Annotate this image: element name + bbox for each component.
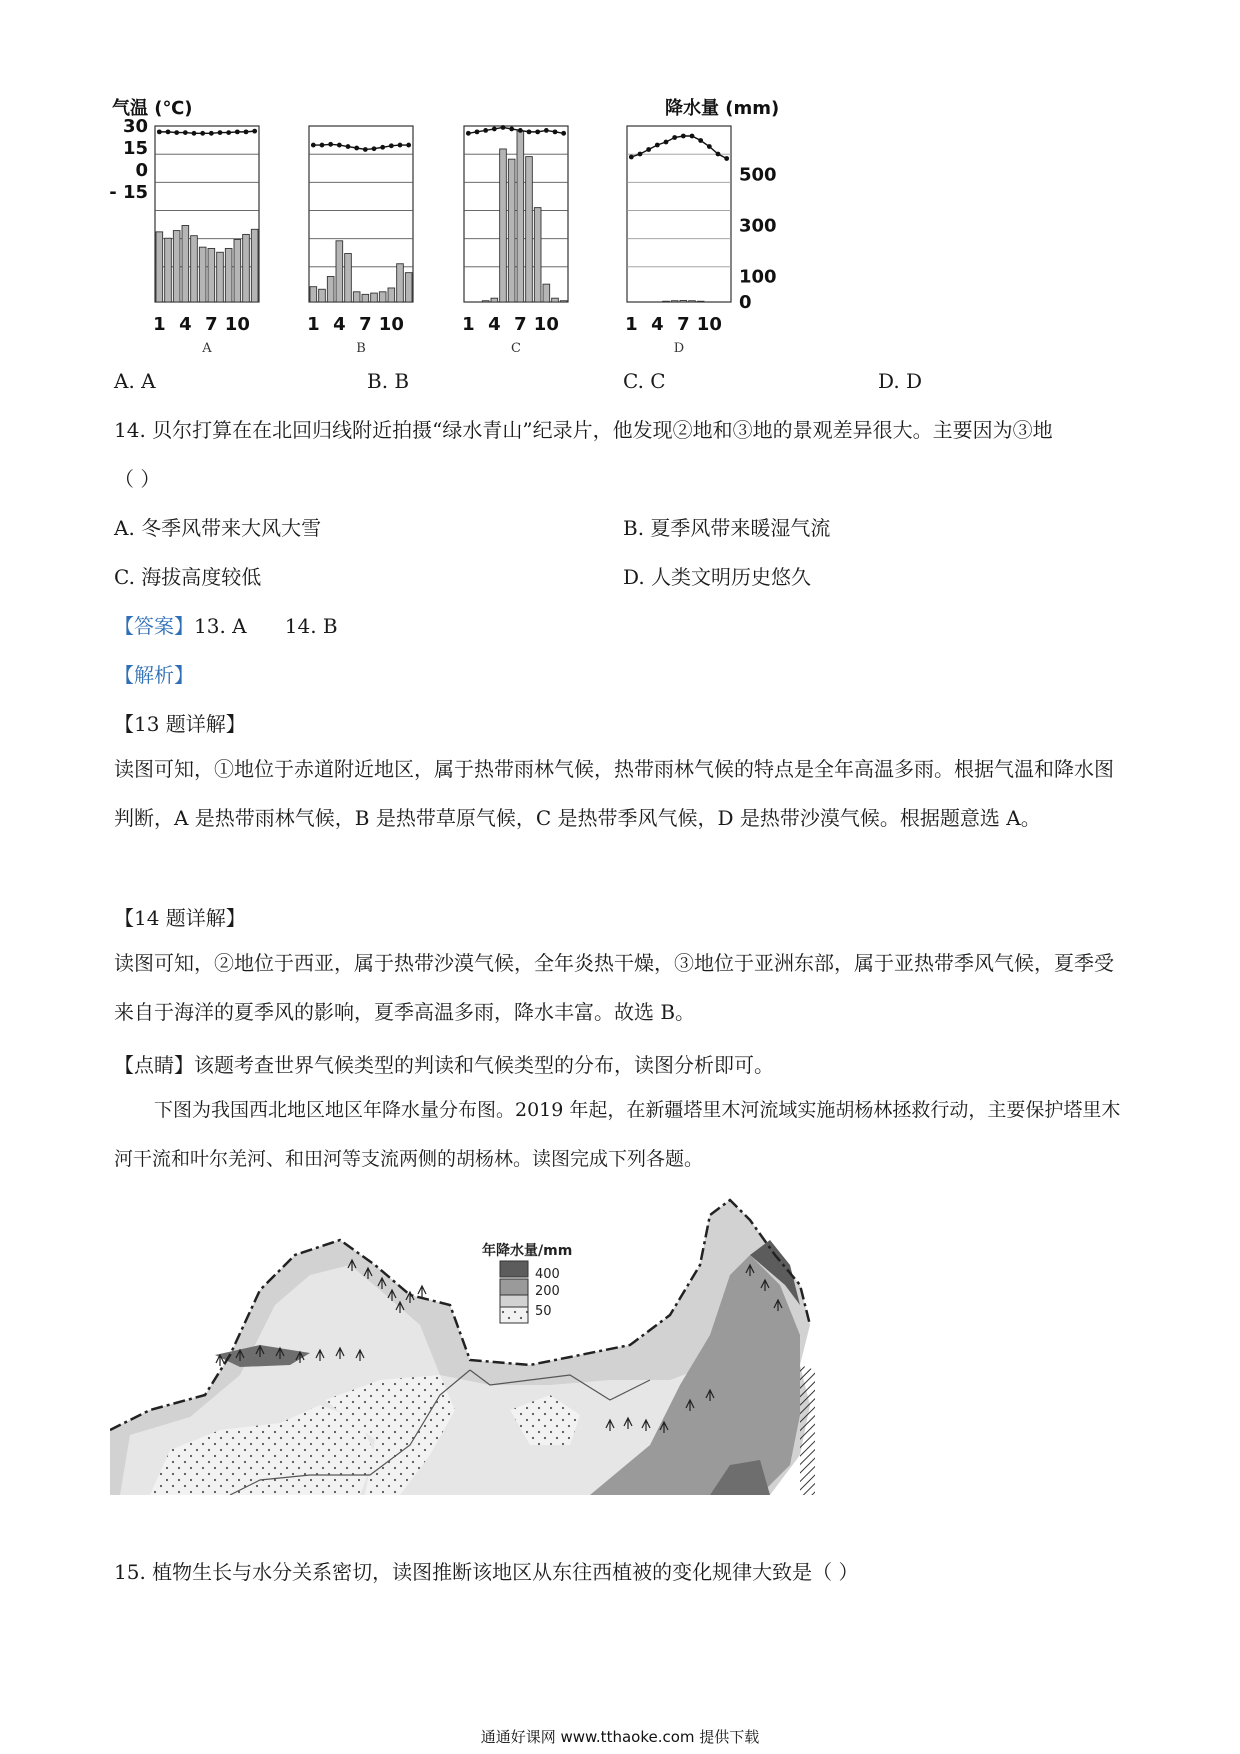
precipitation-map [110, 1195, 1010, 1495]
month-tick-label: 7 [677, 314, 690, 335]
month-tick-label: 1 [153, 314, 166, 335]
legend-label-200: 200 [535, 1284, 560, 1299]
legend-swatch-base [500, 1295, 528, 1307]
temp-tick-label: 0 [135, 160, 148, 181]
precipitation-bar [310, 287, 317, 302]
precipitation-bar [405, 273, 412, 302]
month-tick-label: 4 [333, 314, 346, 335]
precip-tick-label: 300 [739, 215, 777, 237]
q13-option-b[interactable]: B. B [367, 369, 410, 393]
precipitation-bar [173, 231, 180, 302]
temperature-ticks [109, 116, 148, 203]
climate-charts [0, 90, 1240, 360]
month-tick-label: 1 [625, 314, 638, 335]
precipitation-bar [336, 241, 343, 302]
temp-axis-title: 气温 (℃) [112, 98, 193, 119]
precipitation-ticks [739, 164, 777, 313]
chart-panel-c [462, 125, 568, 356]
panel-caption: D [673, 341, 685, 356]
precipitation-bar [319, 289, 326, 302]
precipitation-bar [243, 234, 250, 302]
answer-label: 【答案】 [114, 614, 194, 638]
legend-label-50: 50 [535, 1304, 552, 1319]
precipitation-bar [225, 248, 232, 302]
precipitation-bar [199, 247, 206, 302]
chart-panel-b [307, 126, 413, 356]
precipitation-bar [234, 240, 241, 302]
precipitation-bar [697, 301, 704, 302]
legend-swatch-400 [500, 1261, 528, 1277]
month-tick-label: 4 [179, 314, 192, 335]
q14-option-a[interactable]: A. 冬季风带来大风大雪 [114, 516, 322, 540]
precipitation-bar [491, 298, 498, 302]
q14-detail-heading: 【14 题详解】 [114, 906, 246, 930]
precipitation-bar [165, 238, 172, 302]
q14-detail-body: 读图可知，②地位于西亚，属于热带沙漠气候，全年炎热干燥，③地位于亚洲东部，属于亚热带季风气候，夏季受来自于海洋的夏季风的影响，夏季高温多雨，降水丰富。故选 B。 [114, 951, 1114, 1024]
temp-tick-label: - 15 [109, 182, 148, 203]
precip-tick-label: 500 [739, 164, 777, 186]
temp-tick-label: 15 [122, 138, 148, 159]
precipitation-bar [671, 301, 678, 302]
precip-tick-label: 100 [739, 266, 777, 288]
q13-detail-heading: 【13 题详解】 [114, 712, 246, 736]
precipitation-bar [397, 264, 404, 302]
month-tick-label: 4 [488, 314, 501, 335]
intro-paragraph: 下图为我国西北地区地区年降水量分布图。2019 年起，在新疆塔里木河流域实施胡杨林拯救行动，主要保护塔里木河干流和叶尔羌河、和田河等支流两侧的胡杨林。读图完成下列各题。 [114, 1099, 1121, 1170]
precipitation-bar [517, 131, 524, 302]
precipitation-bar [191, 236, 198, 302]
month-tick-label: 1 [307, 314, 320, 335]
chart-panel-d [625, 126, 731, 356]
month-tick-label: 7 [205, 314, 218, 335]
comment-line: 【点睛】该题考查世界气候类型的判读和气候类型的分布，读图分析即可。 [114, 1053, 774, 1077]
q13-option-d[interactable]: D. D [878, 369, 923, 393]
precipitation-bar [543, 284, 550, 302]
q13-detail-body: 读图可知，①地位于赤道附近地区，属于热带雨林气候，热带雨林气候的特点是全年高温多雨。根据气温和降水图判断，A 是热带雨林气候，B 是热带草原气候，C 是热带季风气候，D 是热带沙漠气候。根据题意选 A。 [114, 757, 1114, 830]
q14-stem: 14. 贝尔打算在在北回归线附近拍摄“绿水青山”纪录片，他发现②地和③地的景观差异很大。主要因为③地 [114, 418, 1053, 442]
precipitation-bar [560, 301, 567, 302]
legend-swatch-200 [500, 1279, 528, 1295]
precipitation-bar [388, 288, 395, 302]
q13-option-a[interactable]: A. A [114, 369, 156, 393]
precipitation-bar [353, 292, 360, 302]
month-tick-label: 10 [533, 314, 559, 335]
answer-text: 13. A 14. B [194, 614, 338, 638]
analysis-label: 【解析】 [114, 663, 194, 687]
precipitation-bar [663, 301, 670, 302]
map-legend-title: 年降水量/mm [482, 1243, 573, 1259]
precip-axis-title: 降水量 (mm) [665, 98, 780, 119]
legend-label-400: 400 [535, 1267, 560, 1282]
panel-caption: A [202, 341, 212, 356]
chart-frame [464, 126, 568, 302]
chart-panel-a [153, 126, 259, 356]
panel-caption: C [511, 341, 521, 356]
q14-option-d[interactable]: D. 人类文明历史悠久 [623, 565, 812, 589]
precipitation-bar [208, 248, 215, 302]
month-tick-label: 1 [462, 314, 475, 335]
q14-option-b[interactable]: B. 夏季风带来暖湿气流 [623, 516, 831, 540]
tree-symbol [418, 1286, 426, 1297]
month-tick-label: 10 [378, 314, 404, 335]
month-tick-label: 7 [514, 314, 527, 335]
precipitation-bar [362, 294, 369, 302]
page-footer: 通通好课网 www.tthaoke.com 提供下载 [480, 1728, 760, 1746]
precipitation-bar [345, 254, 352, 302]
precipitation-bar [689, 301, 696, 302]
precipitation-bar [482, 301, 489, 302]
panel-caption: B [356, 341, 366, 356]
precipitation-bar [251, 229, 258, 302]
month-tick-label: 4 [651, 314, 664, 335]
legend-swatch-50 [500, 1307, 528, 1323]
precipitation-bar [217, 252, 224, 302]
precipitation-bar [327, 276, 334, 302]
month-tick-label: 10 [696, 314, 722, 335]
answer-line [114, 612, 338, 640]
q14-option-c[interactable]: C. 海拔高度较低 [114, 565, 262, 589]
q15-stem: 15. 植物生长与水分关系密切，读图推断该地区从东往西植被的变化规律大致是（ ） [114, 1560, 859, 1584]
temp-tick-label: 30 [122, 116, 148, 137]
precipitation-bar [182, 225, 189, 302]
month-tick-label: 10 [224, 314, 250, 335]
map-coast-hatch [800, 1365, 815, 1495]
precipitation-bar [526, 157, 533, 302]
precipitation-bar [534, 208, 541, 302]
month-tick-label: 7 [359, 314, 372, 335]
q14-paren: （ ） [114, 467, 161, 491]
precipitation-bar [500, 149, 507, 302]
precipitation-bar [508, 159, 515, 302]
q13-option-c[interactable]: C. C [623, 369, 666, 393]
precipitation-bar [552, 298, 559, 302]
precip-tick-label: 0 [739, 292, 752, 313]
precipitation-bar [379, 292, 386, 302]
precipitation-bar [156, 232, 163, 302]
chart-panels [153, 125, 731, 356]
precipitation-bar [371, 293, 378, 302]
precipitation-bar [680, 300, 687, 302]
